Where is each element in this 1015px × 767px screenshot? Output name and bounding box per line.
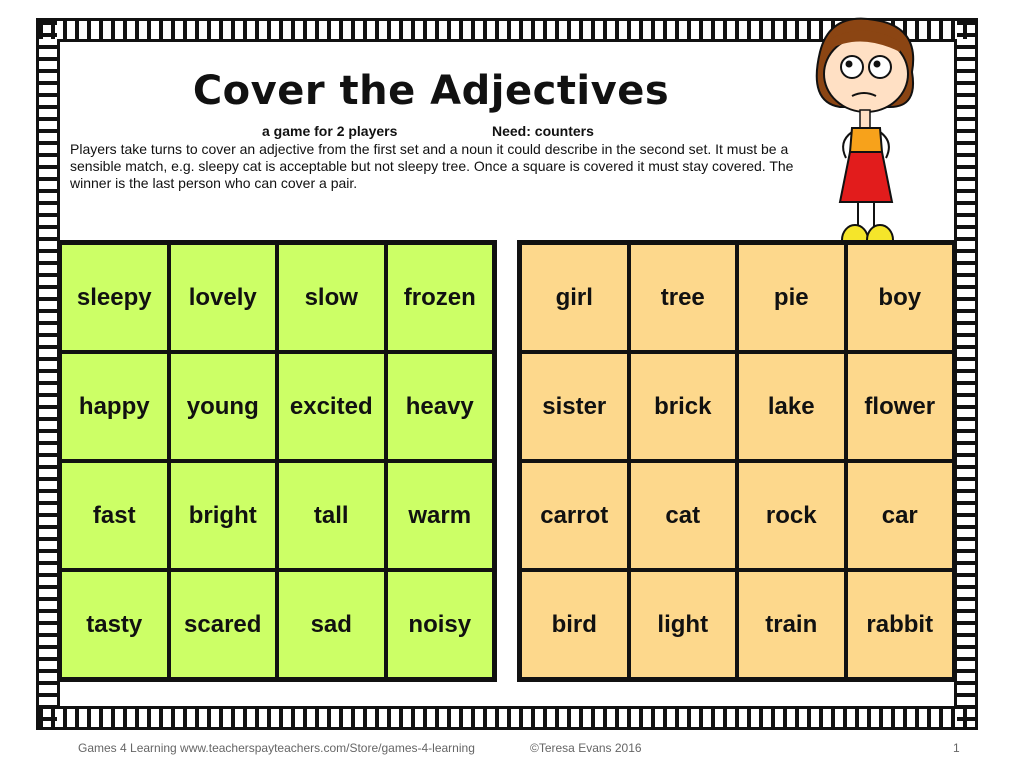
adjective-cell[interactable]: frozen <box>386 243 495 352</box>
noun-cell[interactable]: lake <box>737 352 846 461</box>
instructions-text: Players take turns to cover an adjective from the first set and a noun it could describe in the second set. It must be a sensible match, e.g. sleepy cat is acceptable but not sleepy tree. Once a square is covered it must stay covered. The winner is the last person who can cover a pair. <box>70 141 794 191</box>
adjective-cell[interactable]: sleepy <box>60 243 169 352</box>
noun-cell[interactable]: train <box>737 570 846 679</box>
noun-cell[interactable]: cat <box>629 461 738 570</box>
adjective-grid <box>57 240 497 682</box>
noun-cell[interactable]: car <box>846 461 955 570</box>
adjective-cell[interactable]: fast <box>60 461 169 570</box>
materials-label: Need: counters <box>492 123 594 139</box>
adjective-cell[interactable]: tall <box>277 461 386 570</box>
girl-character-icon <box>800 12 930 262</box>
noun-cell[interactable]: flower <box>846 352 955 461</box>
adjective-cell[interactable]: bright <box>169 461 278 570</box>
players-label: a game for 2 players <box>262 123 398 139</box>
adjective-cell[interactable]: happy <box>60 352 169 461</box>
adjective-cell[interactable]: lovely <box>169 243 278 352</box>
adjective-cell[interactable]: excited <box>277 352 386 461</box>
adjective-cell[interactable]: scared <box>169 570 278 679</box>
noun-cell[interactable]: light <box>629 570 738 679</box>
noun-cell[interactable]: carrot <box>520 461 629 570</box>
noun-cell[interactable]: pie <box>737 243 846 352</box>
noun-cell[interactable]: brick <box>629 352 738 461</box>
adjective-cell[interactable]: slow <box>277 243 386 352</box>
page-title: Cover the Adjectives <box>192 68 670 114</box>
noun-cell[interactable]: bird <box>520 570 629 679</box>
adjective-cell[interactable]: sad <box>277 570 386 679</box>
noun-cell[interactable]: rabbit <box>846 570 955 679</box>
noun-cell[interactable]: rock <box>737 461 846 570</box>
adjective-cell[interactable]: heavy <box>386 352 495 461</box>
noun-cell[interactable]: sister <box>520 352 629 461</box>
noun-cell[interactable]: girl <box>520 243 629 352</box>
adjective-cell[interactable]: young <box>169 352 278 461</box>
adjective-cell[interactable]: tasty <box>60 570 169 679</box>
noun-cell[interactable]: tree <box>629 243 738 352</box>
adjective-cell[interactable]: noisy <box>386 570 495 679</box>
footer-website: Games 4 Learning www.teacherspayteachers.com/Store/games-4-learning <box>78 741 475 755</box>
noun-cell[interactable]: boy <box>846 243 955 352</box>
noun-grid <box>517 240 957 682</box>
page-number: 1 <box>953 741 960 755</box>
footer-copyright: ©Teresa Evans 2016 <box>530 741 642 755</box>
adjective-cell[interactable]: warm <box>386 461 495 570</box>
